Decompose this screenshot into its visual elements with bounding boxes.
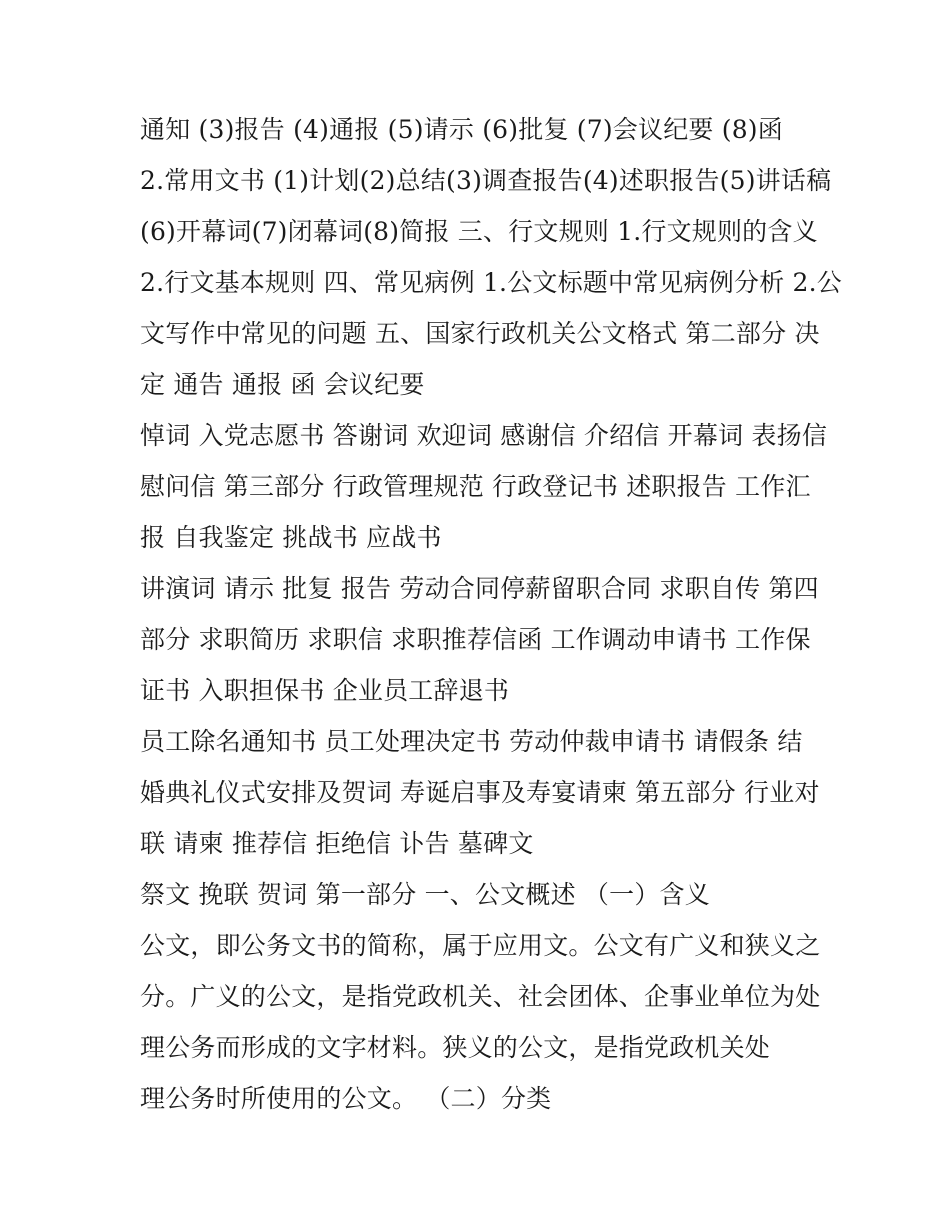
text-line: 婚典礼仪式安排及贺词 寿诞启事及寿宴请柬 第五部分 行业对 <box>140 778 820 807</box>
text-line: 2.常用文书 (1)计划(2)总结(3)调查报告(4)述职报告(5)讲话稿 <box>140 166 832 195</box>
document-body <box>140 104 842 1124</box>
text-line: 分。广义的公文，是指党政机关、社会团体、企事业单位为处 <box>140 982 821 1011</box>
text-line: 部分 求职简历 求职信 求职推荐信函 工作调动申请书 工作保 <box>140 625 811 654</box>
text-line: 报 自我鉴定 挑战书 应战书 <box>140 523 442 552</box>
text-line: 讲演词 请示 批复 报告 劳动合同停薪留职合同 求职自传 第四 <box>140 574 819 603</box>
text-line: (6)开幕词(7)闭幕词(8)简报 三、行文规则 1.行文规则的含义 <box>140 217 818 246</box>
text-line: 慰问信 第三部分 行政管理规范 行政登记书 述职报告 工作汇 <box>140 472 811 501</box>
text-line: 联 请柬 推荐信 拒绝信 讣告 墓碑文 <box>140 829 534 858</box>
text-line: 悼词 入党志愿书 答谢词 欢迎词 感谢信 介绍信 开幕词 表扬信 <box>140 421 828 450</box>
text-line: 祭文 挽联 贺词 第一部分 一、公文概述 （一）含义 <box>140 880 710 909</box>
text-line: 文写作中常见的问题 五、国家行政机关公文格式 第二部分 决 <box>140 319 820 348</box>
text-line: 证书 入职担保书 企业员工辞退书 <box>140 676 510 705</box>
text-line: 定 通告 通报 函 会议纪要 <box>140 370 425 399</box>
text-line: 2.行文基本规则 四、常见病例 1.公文标题中常见病例分析 2.公 <box>140 268 842 297</box>
text-line: 员工除名通知书 员工处理决定书 劳动仲裁申请书 请假条 结 <box>140 727 803 756</box>
text-line: 理公务时所使用的公文。 （二）分类 <box>140 1084 552 1113</box>
text-line: 公文，即公务文书的简称，属于应用文。公文有广义和狭义之 <box>140 931 821 960</box>
text-line: 通知 (3)报告 (4)通报 (5)请示 (6)批复 (7)会议纪要 (8)函 <box>140 115 783 144</box>
text-line: 理公务而形成的文字材料。狭义的公文，是指党政机关处 <box>140 1033 771 1062</box>
